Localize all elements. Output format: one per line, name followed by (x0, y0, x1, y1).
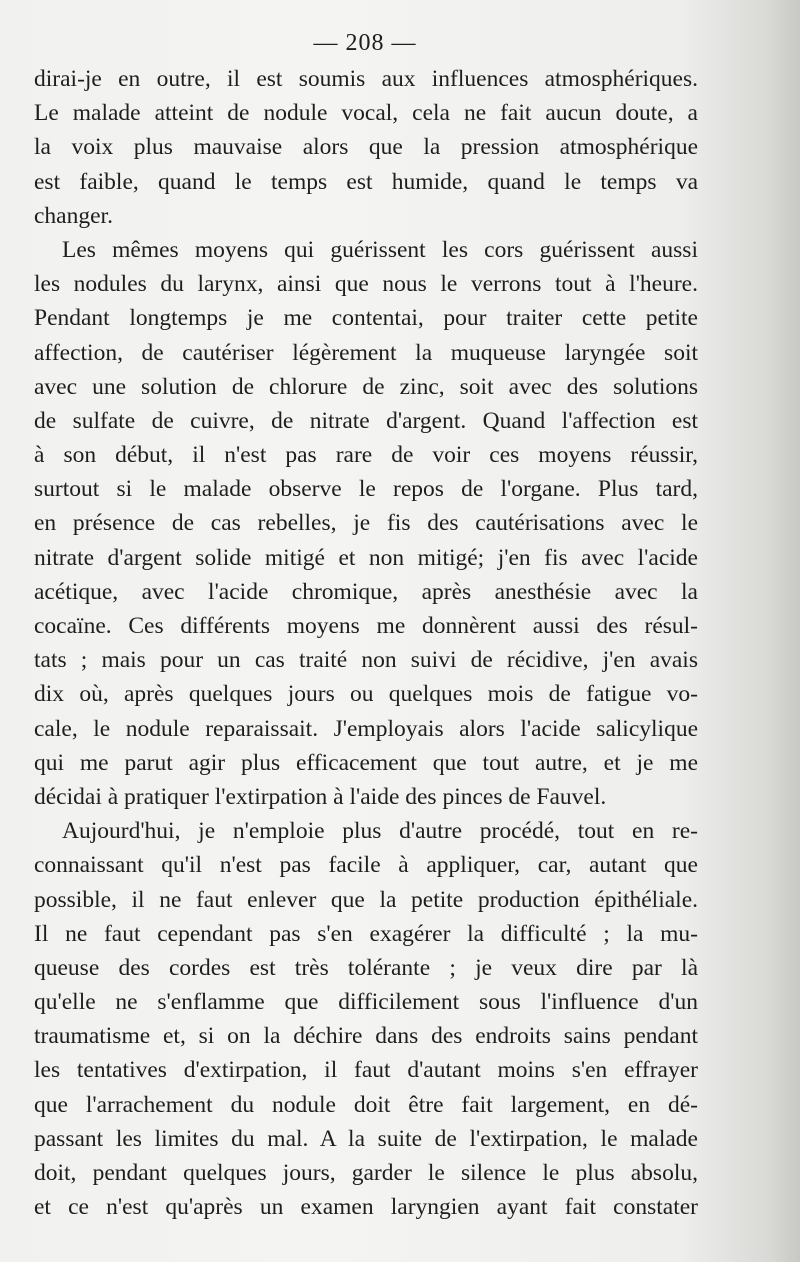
text-line: qu'elle ne s'enflamme que difficilement sous l'influence d'un (34, 989, 698, 1016)
text-line: en présence de cas rebelles, je fis des cautérisations avec le (34, 510, 698, 537)
text-line: dix où, après quelques jours ou quelques mois de fatigue vo- (34, 681, 698, 708)
text-line: et ce n'est qu'après un examen laryngien ayant fait constater (34, 1194, 698, 1221)
text-line: Il ne faut cependant pas s'en exagérer la difficulté ; la mu- (34, 920, 698, 947)
text-line: Les mêmes moyens qui guérissent les cors guérissent aussi (62, 236, 698, 263)
text-line: changer. (34, 202, 113, 229)
page-number: — 208 — (313, 30, 417, 56)
text-line: connaissant qu'il n'est pas facile à appliquer, car, autant que (34, 852, 698, 879)
text-line: affection, de cautériser légèrement la muqueuse laryngée soit (34, 339, 698, 366)
body-text (34, 62, 698, 1224)
text-line: les tentatives d'extirpation, il faut d'autant moins s'en effrayer (34, 1057, 698, 1084)
text-line: tats ; mais pour un cas traité non suivi de récidive, j'en avais (34, 647, 698, 674)
text-line: cocaïne. Ces différents moyens me donnèrent aussi des résul- (34, 613, 698, 639)
text-line: Le malade atteint de nodule vocal, cela ne fait aucun doute, a (34, 100, 698, 127)
text-line: la voix plus mauvaise alors que la pression atmosphérique (34, 134, 698, 161)
text-line: acétique, avec l'acide chromique, après anesthésie avec la (34, 578, 698, 605)
text-line: les nodules du larynx, ainsi que nous le verrons tout à l'heure. (34, 271, 698, 298)
text-line: dirai-je en outre, il est soumis aux influences atmosphériques. (34, 66, 698, 92)
paragraph (34, 233, 698, 814)
text-line: que l'arrachement du nodule doit être fait largement, en dé- (34, 1091, 698, 1118)
text-line: qui me parut agir plus efficacement que tout autre, et je me (34, 749, 698, 776)
text-line: nitrate d'argent solide mitigé et non mitigé; j'en fis avec l'acide (34, 544, 698, 571)
text-line: avec une solution de chlorure de zinc, soit avec des solutions (34, 373, 698, 400)
paragraph (34, 814, 698, 1224)
text-line: Aujourd'hui, je n'emploie plus d'autre procédé, tout en re- (62, 818, 698, 845)
text-line: de sulfate de cuivre, de nitrate d'argent. Quand l'affection est (34, 407, 698, 434)
text-line: queuse des cordes est très tolérante ; je veux dire par là (34, 954, 698, 981)
text-line: surtout si le malade observe le repos de l'organe. Plus tard, (34, 476, 698, 503)
paragraph (34, 62, 698, 233)
text-line: passant les limites du mal. A la suite de l'extirpation, le malade (34, 1125, 698, 1152)
text-line: est faible, quand le temps est humide, quand le temps va (34, 168, 698, 195)
text-line: décidai à pratiquer l'extirpation à l'aide des pinces de Fauvel. (34, 783, 607, 810)
text-line: cale, le nodule reparaissait. J'employais alors l'acide salicylique (34, 715, 698, 742)
text-line: Pendant longtemps je me contentai, pour traiter cette petite (34, 305, 698, 332)
text-line: traumatisme et, si on la déchire dans des endroits sains pendant (34, 1023, 698, 1050)
text-line: à son début, il n'est pas rare de voir ces moyens réussir, (34, 442, 698, 469)
text-line: doit, pendant quelques jours, garder le silence le plus absolu, (34, 1160, 698, 1186)
text-line: possible, il ne faut enlever que la petite production épithéliale. (34, 886, 698, 913)
